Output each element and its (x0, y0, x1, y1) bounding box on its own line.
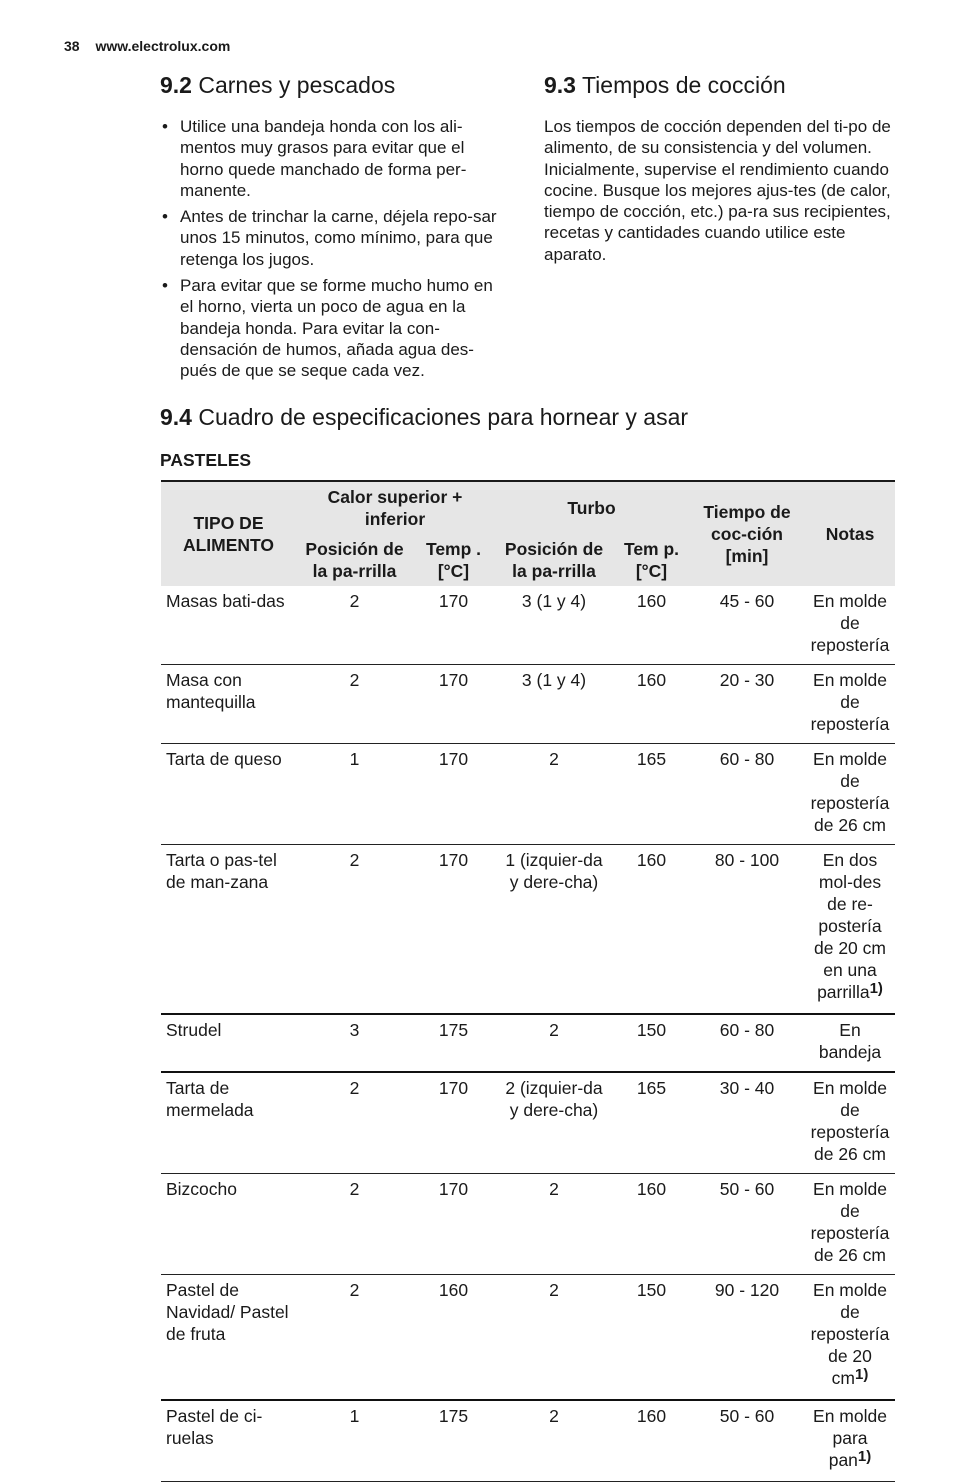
cell-temp-turbo: 160 (614, 665, 689, 744)
cell-food-name: Pastel de Navidad/ Pastel de fruta (161, 1275, 296, 1401)
cell-temp-turbo: 150 (614, 1014, 689, 1072)
cell-notes (805, 1014, 895, 1072)
notes-text: En molde de repostería de 26 cm (810, 1179, 890, 1265)
section-9-3 (544, 70, 894, 265)
cell-notes (805, 1072, 895, 1174)
paragraph: Inicialmente, supervise el rendimiento cuando cocine. Busque los mejores ajus-tes (de calor, tiempo de cocción, etc.) pa-ra sus recipientes, recetas y cantidades cuando utilice este aparato. (544, 159, 891, 264)
cell-temp: 170 (413, 1174, 494, 1275)
cell-position-turbo: 2 (494, 1014, 614, 1072)
cell-temp: 170 (413, 744, 494, 845)
notes-text: En bandeja (818, 1020, 882, 1062)
cell-position: 1 (296, 744, 413, 845)
cell-position-turbo: 2 (494, 744, 614, 845)
cell-time: 20 - 30 (689, 665, 805, 744)
cell-time: 45 - 60 (689, 586, 805, 665)
table-row (161, 665, 895, 744)
cell-notes (805, 665, 895, 744)
cell-position-turbo: 2 (494, 1174, 614, 1275)
cell-temp-turbo: 160 (614, 1174, 689, 1275)
cell-notes (805, 1174, 895, 1275)
table-row (161, 845, 895, 1015)
cell-time: 80 - 100 (689, 845, 805, 1015)
list-item: • Utilice una bandeja honda con los ali-mentos muy grasos para evitar que el horno quede manchado de forma per-manente. (160, 116, 510, 201)
cell-temp: 175 (413, 1400, 494, 1482)
header-notes: Notas (805, 481, 895, 586)
cell-time: 60 - 80 (689, 744, 805, 845)
section-number: 9.4 (160, 404, 192, 430)
cell-position: 2 (296, 586, 413, 665)
table-row (161, 1400, 895, 1482)
table-row (161, 744, 895, 845)
cell-temp-turbo: 165 (614, 744, 689, 845)
table-row (161, 1014, 895, 1072)
cell-position: 2 (296, 1275, 413, 1401)
page-header (64, 38, 230, 54)
cell-temp: 170 (413, 586, 494, 665)
footnote-marker: 1) (854, 1366, 869, 1383)
notes-text: En molde de repostería de 26 cm (810, 1078, 890, 1164)
header-temp-turbo: Tem p. [°C] (614, 534, 689, 586)
cell-temp: 170 (413, 1072, 494, 1174)
cell-time: 30 - 40 (689, 1072, 805, 1174)
cell-position-turbo: 1 (izquier-da y dere-cha) (494, 845, 614, 1015)
cell-position-turbo: 2 (494, 1400, 614, 1482)
section-9-3-heading (544, 70, 894, 100)
list-item: • Para evitar que se forme mucho humo en el horno, vierta un poco de agua en la bandeja honda. Para evitar la con-densación de humos, añada agua des-pués de que se seque cada vez. (160, 275, 510, 381)
cell-temp-turbo: 160 (614, 845, 689, 1015)
cell-time: 50 - 60 (689, 1400, 805, 1482)
cell-position-turbo: 3 (1 y 4) (494, 586, 614, 665)
table-row (161, 1275, 895, 1401)
cell-position: 2 (296, 665, 413, 744)
footnote-marker: 1) (857, 1448, 872, 1465)
notes-text: En molde de repostería de 26 cm (810, 749, 890, 835)
paragraph: Los tiempos de cocción dependen del ti-po de alimento, de su consistencia y del volumen. (544, 117, 891, 158)
table-subtitle: PASTELES (160, 450, 252, 470)
cell-food-name: Tarta de queso (161, 744, 296, 845)
section-9-4 (160, 402, 900, 448)
cell-food-name: Bizcocho (161, 1174, 296, 1275)
cell-food-name: Masa con mantequilla (161, 665, 296, 744)
footnote-marker: 1) (869, 980, 883, 997)
section-number: 9.2 (160, 72, 192, 98)
notes-text: En molde de repostería (810, 670, 890, 734)
header-position: Posición de la pa-rrilla (296, 534, 413, 586)
cell-position-turbo: 2 (izquier-da y dere-cha) (494, 1072, 614, 1174)
page-number: 38 (64, 38, 80, 54)
cell-position-turbo: 3 (1 y 4) (494, 665, 614, 744)
header-top-bottom-heat: Calor superior + inferior (296, 481, 494, 534)
cell-position: 2 (296, 1072, 413, 1174)
section-title: Cuadro de especificaciones para hornear y asar (198, 404, 689, 430)
cell-temp-turbo: 150 (614, 1275, 689, 1401)
cell-time: 50 - 60 (689, 1174, 805, 1275)
cell-time: 90 - 120 (689, 1275, 805, 1401)
section-title: Carnes y pescados (198, 72, 396, 98)
baking-table (161, 480, 895, 1482)
table-row (161, 1072, 895, 1174)
cell-notes (805, 1400, 895, 1482)
section-9-2 (160, 70, 510, 387)
header-temp: Temp . [°C] (413, 534, 494, 586)
cell-food-name: Masas bati-das (161, 586, 296, 665)
cell-notes (805, 1275, 895, 1401)
cell-temp: 170 (413, 845, 494, 1015)
notes-text: En molde de repostería de 20 cm (810, 1280, 890, 1388)
cell-position-turbo: 2 (494, 1275, 614, 1401)
cell-position: 2 (296, 845, 413, 1015)
section-number: 9.3 (544, 72, 576, 98)
cell-temp: 175 (413, 1014, 494, 1072)
cell-position: 3 (296, 1014, 413, 1072)
cell-position: 1 (296, 1400, 413, 1482)
section-9-4-heading (160, 402, 900, 432)
cell-notes (805, 845, 895, 1015)
header-food-type: TIPO DE ALIMENTO (161, 481, 296, 586)
cell-food-name: Tarta de mermelada (161, 1072, 296, 1174)
header-cooking-time: Tiempo de coc-ción [min] (689, 481, 805, 586)
cell-temp: 160 (413, 1275, 494, 1401)
notes-text: En dos mol-des de re-postería de 20 cm en una parrilla (814, 850, 886, 1002)
cell-temp-turbo: 165 (614, 1072, 689, 1174)
cell-temp-turbo: 160 (614, 586, 689, 665)
section-9-2-heading (160, 70, 510, 100)
bullet-list (160, 116, 510, 382)
cell-temp: 170 (413, 665, 494, 744)
table-row (161, 586, 895, 665)
header-position-turbo: Posición de la pa-rrilla (494, 534, 614, 586)
notes-text: En molde para pan (813, 1406, 887, 1470)
notes-text: En molde de repostería (810, 591, 890, 655)
cell-position: 2 (296, 1174, 413, 1275)
cell-food-name: Pastel de ci-ruelas (161, 1400, 296, 1482)
list-item: • Antes de trinchar la carne, déjela repo-sar unos 15 minutos, como mínimo, para que retenga los jugos. (160, 206, 510, 270)
cell-food-name: Strudel (161, 1014, 296, 1072)
cell-food-name: Tarta o pas-tel de man-zana (161, 845, 296, 1015)
cell-temp-turbo: 160 (614, 1400, 689, 1482)
website-link[interactable]: www.electrolux.com (95, 38, 231, 54)
section-title: Tiempos de cocción (581, 72, 786, 98)
table-row (161, 1174, 895, 1275)
header-turbo: Turbo (494, 481, 689, 534)
cell-notes (805, 744, 895, 845)
cell-notes (805, 586, 895, 665)
cell-time: 60 - 80 (689, 1014, 805, 1072)
